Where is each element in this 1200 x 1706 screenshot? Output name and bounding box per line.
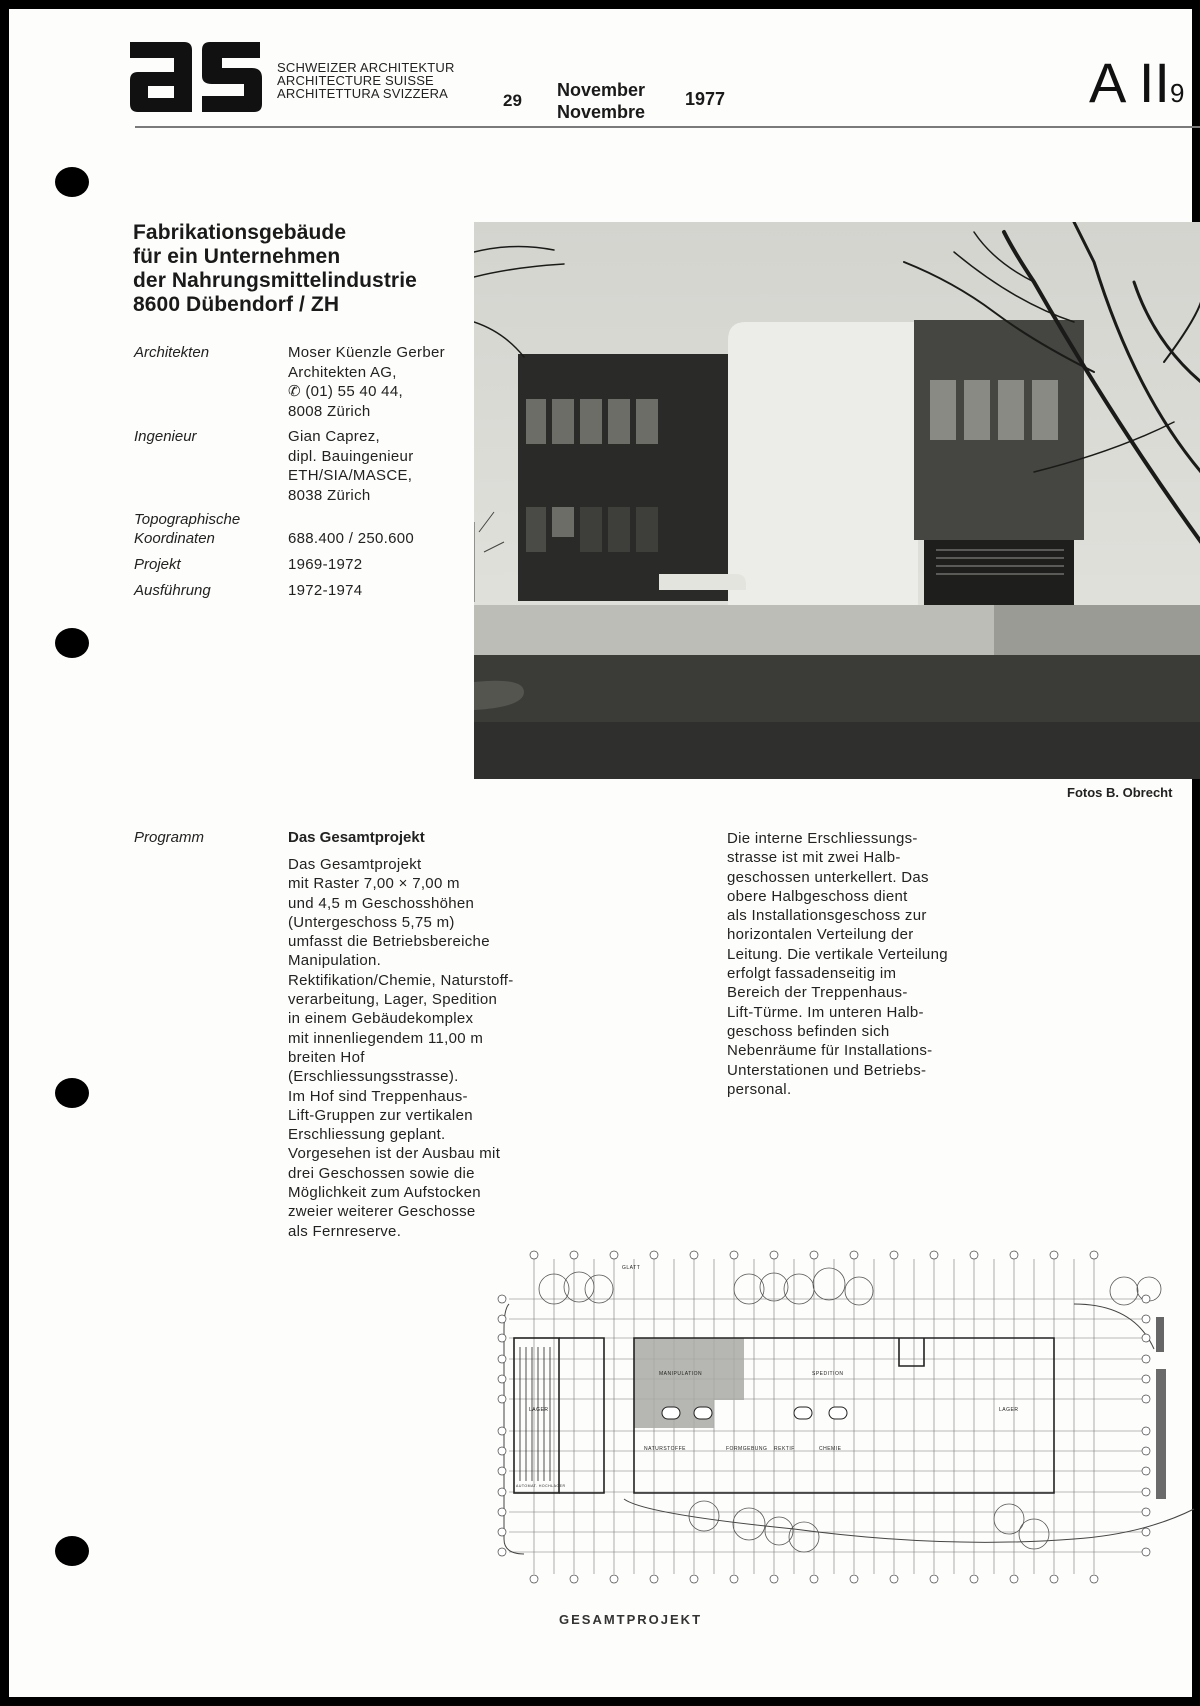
label-line: Koordinaten: [134, 530, 215, 547]
room-label-naturstoffe: NATURSTOFFE: [644, 1446, 686, 1452]
issue-number: 29: [503, 91, 522, 110]
text-line: geschoss befinden sich: [727, 1022, 890, 1040]
text-line: zweier weiterer Geschosse: [288, 1203, 476, 1221]
label-ausfuehrung: Ausführung: [134, 582, 211, 599]
text-line: Erschliessung geplant.: [288, 1126, 446, 1144]
value-line: Gian Caprez,: [288, 428, 380, 445]
text-line: Unterstationen und Betriebs-: [727, 1061, 927, 1079]
punch-hole: [55, 167, 89, 197]
label-glatt: GLATT: [622, 1265, 641, 1271]
sheet-code: [1089, 53, 1184, 123]
label-koordinaten: [134, 510, 240, 548]
room-label-lager-left: LAGER: [529, 1407, 549, 1413]
text-line: Lift-Türme. Im unteren Halb-: [727, 1003, 924, 1021]
label-programm: Programm: [134, 829, 205, 846]
as-logo: [126, 36, 266, 118]
plan-caption: GESAMTPROJEKT: [559, 1612, 703, 1627]
value-koordinaten: 688.400 / 250.600: [288, 530, 415, 547]
punch-hole: [55, 628, 89, 658]
text-line: Manipulation.: [288, 952, 382, 970]
text-line: (Untergeschoss 5,75 m): [288, 913, 455, 931]
text-line: umfasst die Betriebsbereiche: [288, 933, 490, 951]
site-plan-drawing: [494, 1249, 1200, 1604]
room-label-spedition: SPEDITION: [812, 1371, 844, 1377]
label-hochlager: AUTOMAT. HOCHLAGER: [516, 1484, 566, 1488]
text-line: mit innenliegendem 11,00 m: [288, 1029, 484, 1047]
room-label-rektif: REKTIF: [774, 1446, 795, 1452]
label-line: Topographische: [134, 511, 241, 528]
text-line: als Installationsgeschoss zur: [727, 907, 927, 925]
magazine-name-fr: ARCHITECTURE SUISSE: [277, 73, 434, 88]
room-label-lager-right: LAGER: [999, 1407, 1019, 1413]
room-label-chemie: CHEMIE: [819, 1446, 842, 1452]
text-line: breiten Hof: [288, 1048, 365, 1066]
value-architekten: [288, 343, 445, 421]
title-line: 8600 Dübendorf / ZH: [133, 293, 340, 316]
month-fr: Novembre: [557, 102, 646, 122]
text-line: und 4,5 m Geschosshöhen: [288, 894, 475, 912]
text-line: obere Halbgeschoss dient: [727, 887, 908, 905]
text-line: Vorgesehen ist der Ausbau mit: [288, 1145, 501, 1163]
label-ingenieur: Ingenieur: [134, 428, 197, 445]
magazine-name-de: SCHWEIZER ARCHITEKTUR: [277, 60, 455, 75]
value-ingenieur: [288, 427, 414, 505]
value-line: Moser Küenzle Gerber: [288, 344, 445, 361]
punch-hole: [55, 1078, 89, 1108]
title-line: für ein Unternehmen: [133, 245, 341, 268]
text-line: Leitung. Die vertikale Verteilung: [727, 945, 948, 963]
text-line: (Erschliessungsstrasse).: [288, 1068, 459, 1086]
punch-hole: [55, 1536, 89, 1566]
sheet-code-sub: 9: [1169, 78, 1185, 108]
header-divider: [135, 126, 1200, 128]
value-ausfuehrung: 1972-1974: [288, 582, 363, 599]
text-line: mit Raster 7,00 × 7,00 m: [288, 875, 460, 893]
room-label-manipulation: MANIPULATION: [659, 1371, 703, 1377]
text-line: Möglichkeit zum Aufstocken: [288, 1184, 481, 1202]
text-line: als Fernreserve.: [288, 1222, 402, 1240]
label-projekt: Projekt: [134, 556, 181, 573]
building-photo-illustration: [474, 222, 1200, 779]
issue-year: 1977: [685, 89, 726, 109]
text-line: Im Hof sind Treppenhaus-: [288, 1087, 468, 1105]
text-line: Die interne Erschliessungs-: [727, 830, 918, 847]
text-line: horizontalen Verteilung der: [727, 926, 914, 944]
text-line: verarbeitung, Lager, Spedition: [288, 991, 498, 1009]
program-column-1: [288, 855, 558, 1241]
text-line: Nebenräume für Installations-: [727, 1042, 933, 1060]
document-page: [9, 9, 1192, 1697]
text-line: geschossen unterkellert. Das: [727, 868, 929, 886]
sheet-code-main: A II: [1089, 51, 1170, 114]
title-line: Fabrikationsgebäude: [133, 221, 347, 244]
text-line: Bereich der Treppenhaus-: [727, 984, 908, 1002]
phone-line: ✆ (01) 55 40 44,: [288, 383, 403, 400]
value-line: 8008 Zürich: [288, 402, 371, 420]
magazine-name-it: ARCHITETTURA SVIZZERA: [277, 86, 449, 101]
text-line: strasse ist mit zwei Halb-: [727, 849, 901, 867]
text-line: erfolgt fassadenseitig im: [727, 965, 897, 983]
label-architekten: Architekten: [134, 344, 210, 361]
project-title: [133, 221, 417, 317]
magazine-names: [277, 61, 455, 100]
value-line: dipl. Bauingenieur: [288, 447, 414, 465]
building-photo: [474, 222, 1200, 779]
issue-month: [557, 79, 645, 123]
value-line: Architekten AG,: [288, 363, 397, 381]
value-line: 8038 Zürich: [288, 486, 371, 504]
text-line: in einem Gebäudekomplex: [288, 1010, 474, 1028]
text-line: Rektifikation/Chemie, Naturstoff-: [288, 971, 514, 989]
value-line: ETH/SIA/MASCE,: [288, 467, 413, 484]
text-line: drei Geschossen sowie die: [288, 1164, 475, 1182]
title-line: der Nahrungsmittelindustrie: [133, 269, 417, 292]
program-column-2: [727, 829, 1007, 1099]
text-line: Das Gesamtprojekt: [288, 856, 422, 873]
room-label-formgebung: FORMGEBUNG: [726, 1446, 768, 1452]
program-heading: Das Gesamtprojekt: [288, 829, 425, 846]
photo-credit: Fotos B. Obrecht: [1067, 785, 1173, 800]
text-line: Lift-Gruppen zur vertikalen: [288, 1106, 473, 1124]
value-projekt: 1969-1972: [288, 556, 363, 573]
month-de: November: [557, 80, 646, 100]
text-line: personal.: [727, 1080, 792, 1098]
